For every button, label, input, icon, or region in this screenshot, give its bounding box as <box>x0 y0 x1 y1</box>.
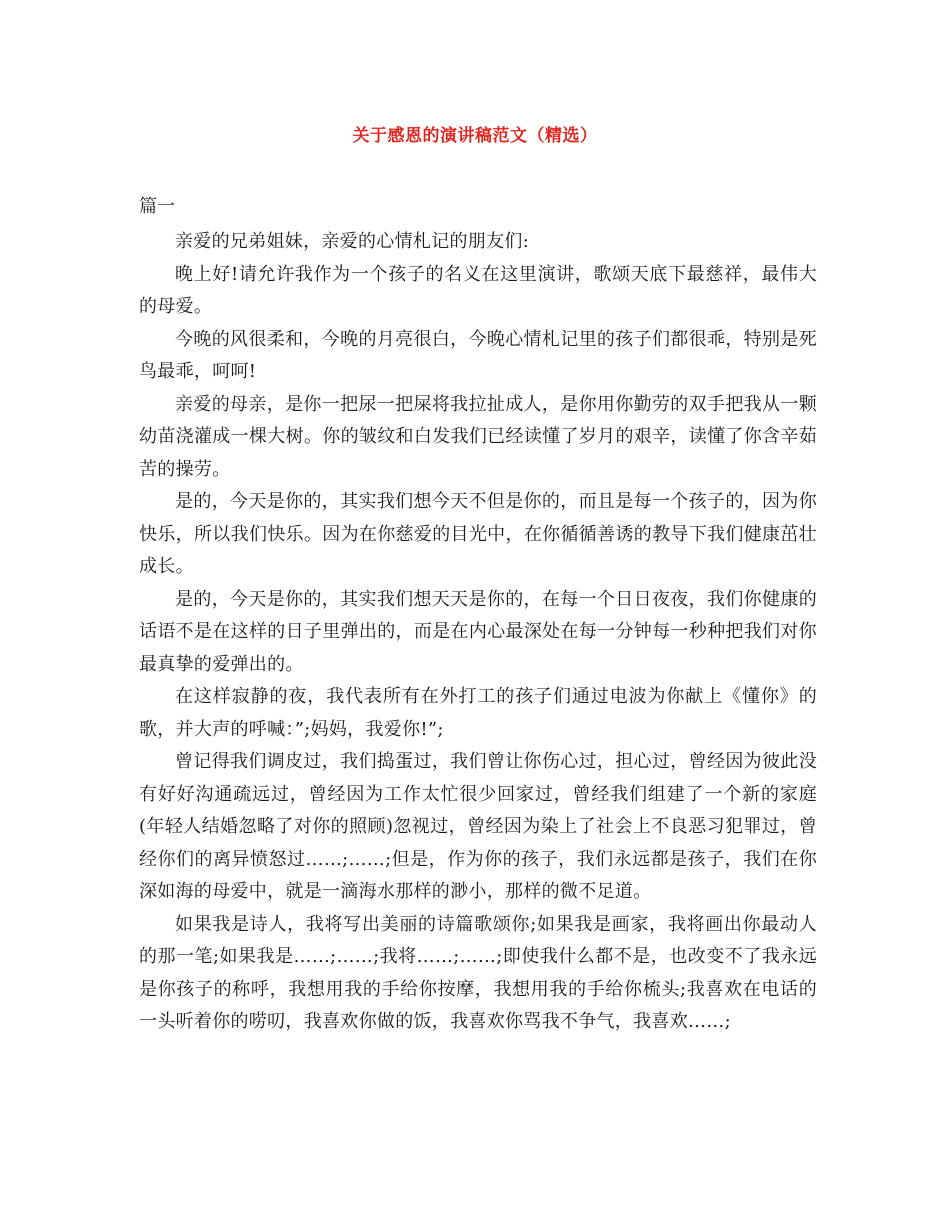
paragraph: 亲爱的母亲，是你一把尿一把屎将我拉扯成人，是你用你勤劳的双手把我从一颗幼苗浇灌成一棵大树。你的皱纹和白发我们已经读懂了岁月的艰辛，读懂了你含辛茹苦的操劳。 <box>139 393 817 480</box>
paragraph: 晚上好!请允许我作为一个孩子的名义在这里演讲，歌颂天底下最慈祥，最伟大的母爱。 <box>139 263 817 317</box>
paragraph: 曾记得我们调皮过，我们捣蛋过，我们曾让你伤心过，担心过，曾经因为彼此没有好好沟通疏远过，曾经因为工作太忙很少回家过，曾经我们组建了一个新的家庭(年轻人结婚忽略了对你的照顾)忽视过，曾经因为染上了社会上不良恶习犯罪过，曾经你们的离异愤怒过……;……;但是，作为你的孩子，我们永远都是孩子，我们在你深如海的母爱中，就是一滴海水那样的渺小，那样的微不足道。 <box>139 751 817 902</box>
document-body <box>139 226 817 1039</box>
paragraph: 今晚的风很柔和，今晚的月亮很白，今晚心情札记里的孩子们都很乖，特别是死鸟最乖，呵呵! <box>139 328 817 382</box>
document-title: 关于感恩的演讲稿范文（精选） <box>352 126 598 146</box>
paragraph: 是的，今天是你的，其实我们想今天不但是你的，而且是每一个孩子的，因为你快乐，所以我们快乐。因为在你慈爱的目光中，在你循循善诱的教导下我们健康茁壮成长。 <box>139 491 817 577</box>
paragraph-greeting: 亲爱的兄弟姐妹，亲爱的心情札记的朋友们: <box>175 231 530 252</box>
paragraph: 在这样寂静的夜，我代表所有在外打工的孩子们通过电波为你献上《懂你》的歌，并大声的呼喊：”;妈妈，我爱你!”; <box>139 686 817 740</box>
paragraph: 如果我是诗人，我将写出美丽的诗篇歌颂你;如果我是画家，我将画出你最动人的那一笔;如果我是……;……;我将……;……;即使我什么都不是，也改变不了我永远是你孩子的称呼，我想用我的手给你按摩，我想用我的手给你梳头;我喜欢在电话的一头听着你的唠叨，我喜欢你做的饭，我喜欢你骂我不争气，我喜欢……; <box>139 913 817 1032</box>
section-label: 篇一 <box>139 196 175 217</box>
paragraph: 是的，今天是你的，其实我们想天天是你的，在每一个日日夜夜，我们你健康的话语不是在这样的日子里弹出的，而是在内心最深处在每一分钟每一秒种把我们对你最真挚的爱弹出的。 <box>139 588 817 675</box>
